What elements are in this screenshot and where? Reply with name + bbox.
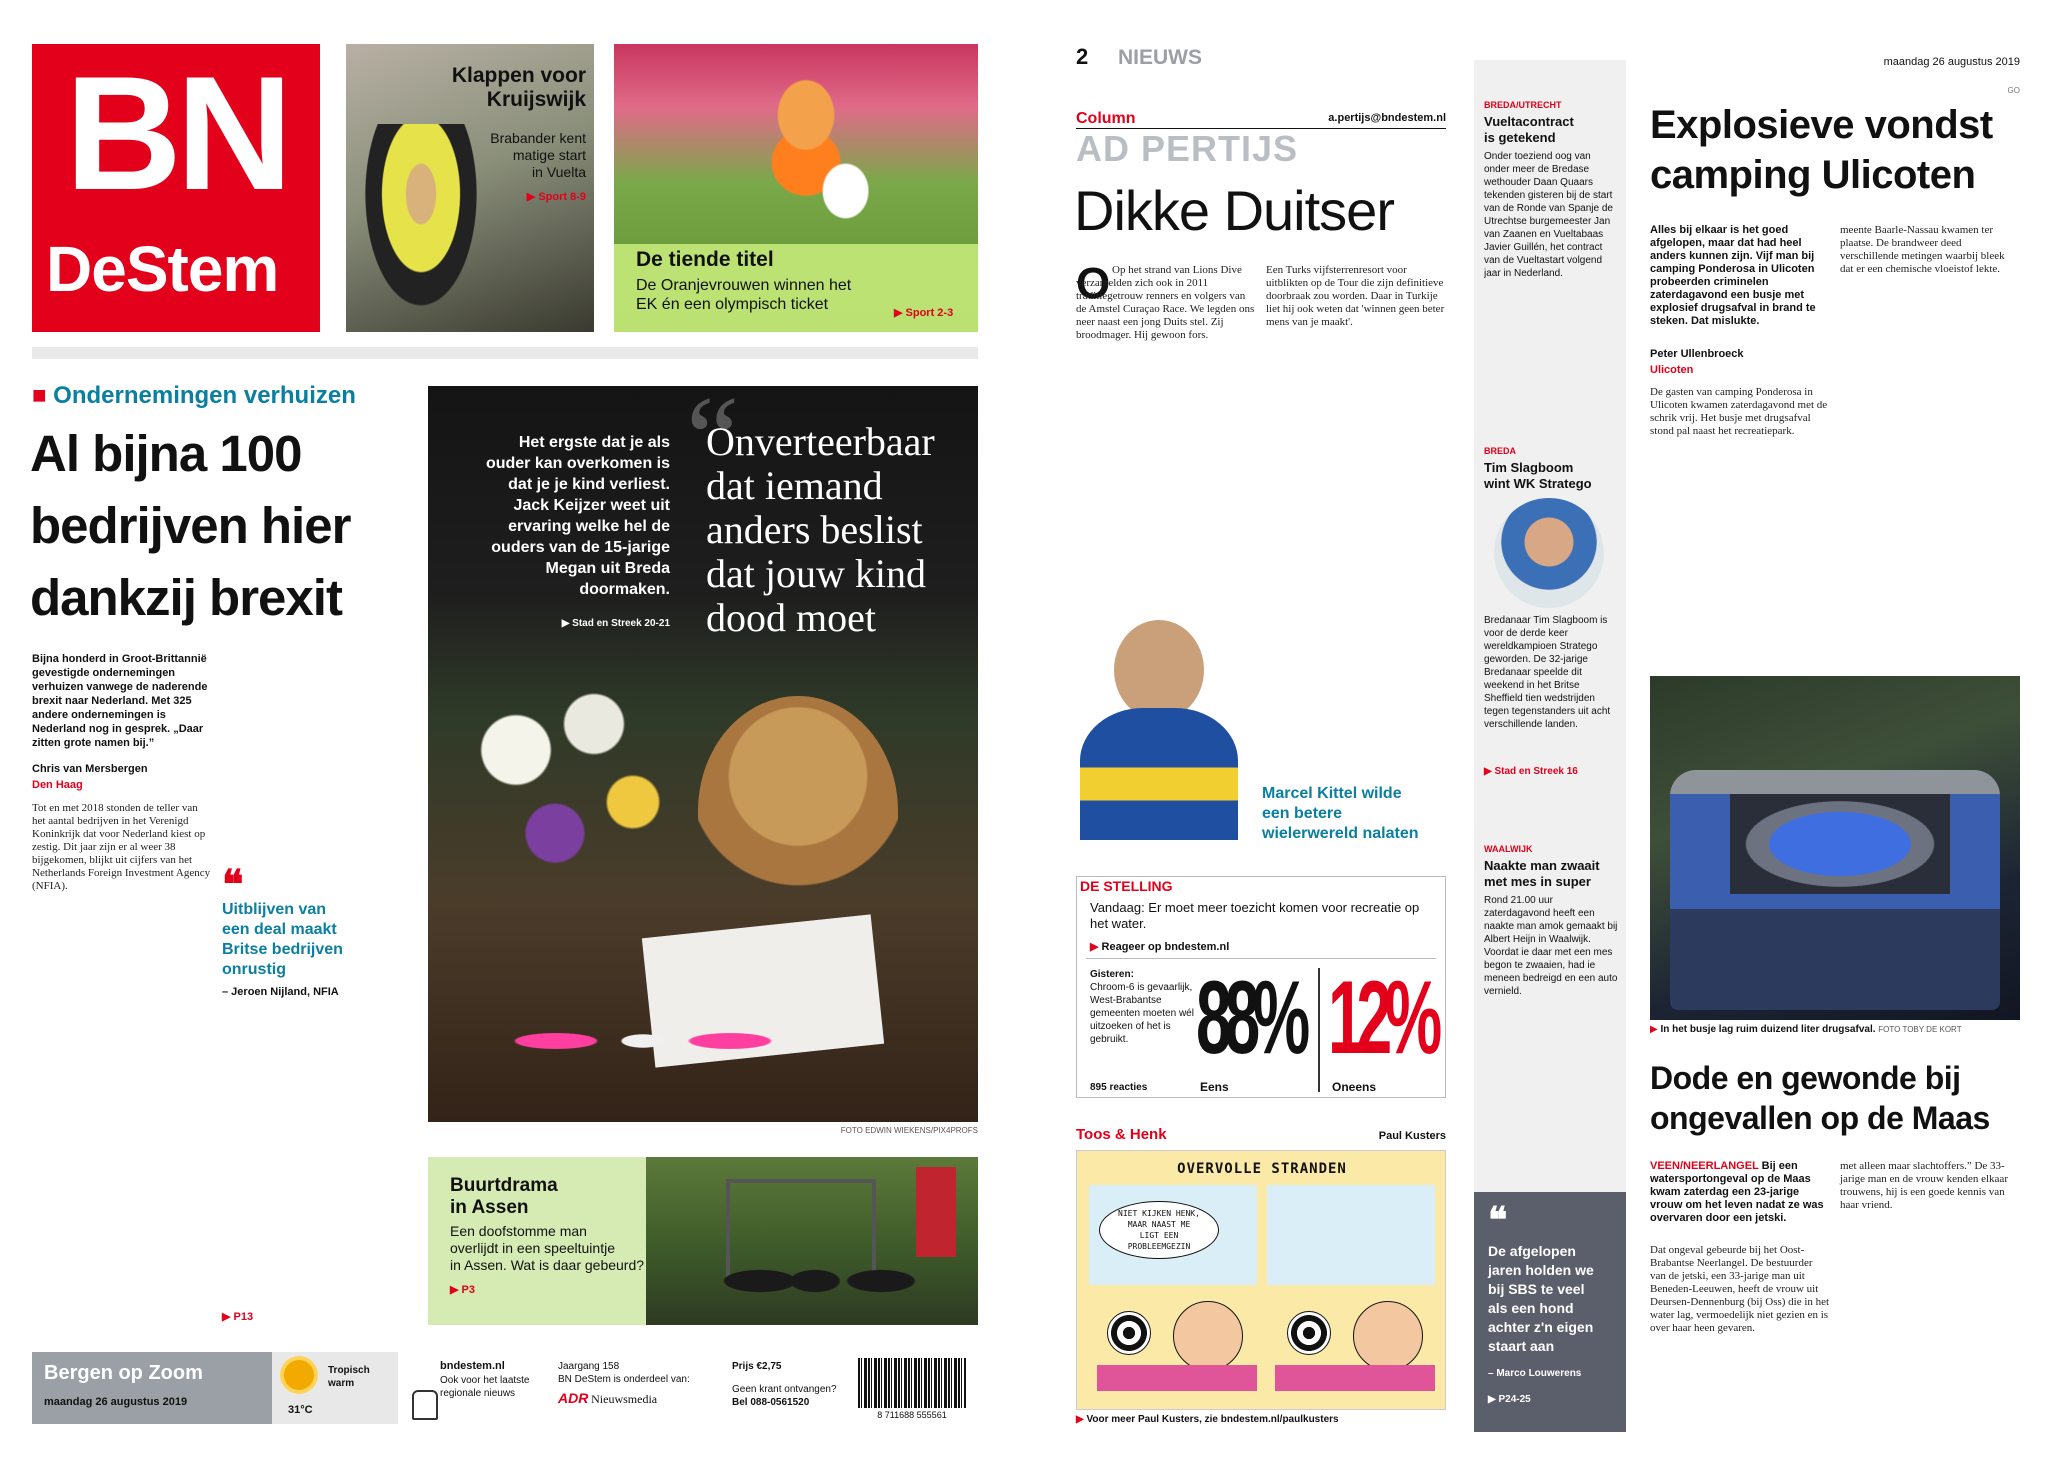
adr-logo: ADR <box>558 1390 589 1406</box>
assen-photo <box>646 1157 978 1325</box>
story1-photo <box>1650 676 2020 1020</box>
cartoon-panel <box>1076 1150 1446 1410</box>
lead-body: Tot en met 2018 stonden de teller van het aantal bedrijven in het Verenigd Koninkrijk dat voor Nederland kiest op zestig. Dit jaar zijn er al weer 38 bijgekomen, blijkt uit cijfers van het Netherlands Foreign Investment Agency (NFIA). <box>32 802 211 892</box>
column-body-1: Op het strand van Lions Dive verzamelden zich ook in 2011 traditiegetrouw renners en volgers van de Amstel Curaçao Race. We legden ons neer naast een jong Duits stel. Zij broodmager. Hij gewoon fors. <box>1076 264 1255 341</box>
stelling-cta[interactable]: ▶ Reageer op bndestem.nl <box>1090 941 1230 953</box>
cartoon-beachball-left <box>1107 1311 1151 1355</box>
feature-credit: FOTO EDWIN WIEKENS/PIX4PROFS <box>840 1126 978 1135</box>
stelling-label: DE STELLING <box>1080 878 1173 894</box>
story1-body: De gasten van camping Ponderosa in Ulicoten kwamen zaterdagavond met de schrik vrij. Het busje met drugsafval stond pal naast het recreatiepark. <box>1650 386 1828 437</box>
lead-kicker: ■ Ondernemingen verhuizen <box>32 382 356 409</box>
cartoon-title: OVERVOLLE STRANDEN <box>1177 1161 1347 1177</box>
hand-icon <box>412 1390 438 1420</box>
quote-icon: ❝ <box>222 863 244 907</box>
column-email[interactable]: a.pertijs@bndestem.nl <box>1328 112 1446 124</box>
sidebar-item1[interactable]: BREDA/UTRECHT Vueltacontract is getekend Onder toeziend oog van onder meer de Bredase wethouder Daan Quaars tekenden gisteren bij de start van de Ronde van Spanje de Utrechtse burgemeester Jan van Zaanen en Vueltabaas Javier Guillén, het contract van de Vueltastart volgend jaar in Nederland. <box>1484 100 1613 279</box>
arrow-icon: ▶ <box>1488 1394 1499 1405</box>
cartoon-sky-right <box>1267 1185 1435 1285</box>
arrow-icon: ▶ <box>1650 1024 1661 1035</box>
arrow-icon: ▶ <box>894 307 906 319</box>
footer-city-box <box>32 1352 272 1424</box>
story2-headline[interactable]: Dode en gewonde bij ongevallen op de Maas <box>1650 1060 1990 1136</box>
barcode <box>858 1358 966 1408</box>
police-figures <box>716 1227 936 1317</box>
column-label: Column <box>1076 110 1136 127</box>
assen-ref[interactable]: ▶ P3 <box>450 1284 475 1296</box>
arrow-icon: ▶ <box>222 1311 234 1323</box>
sidebar-item2[interactable]: BREDA Tim Slagboom wint WK Stratego Bredanaar Tim Slagboom is voor de derde keer wereldkampioen Stratego geworden. De 32-jarige Bredanaar speelde dit weekend in het Britse Sheffield tien wedstrijden tegen tegenstanders uit acht verschillende landen. ▶ Stad en Streek 16 <box>1484 446 1611 777</box>
section-name: NIEUWS <box>1118 46 1202 69</box>
cartoon-bubble: NIET KIJKEN HENK, MAAR NAAST ME LIGT EEN PROBLEEMGEZIN <box>1099 1201 1219 1259</box>
lead-headline[interactable]: Al bijna 100 bedrijven hier dankzij brexit <box>30 425 351 626</box>
story2-body-2: met alleen maar slachtoffers.” De 33-jarige man en de vrouw kenden elkaar trouwens, hij is een goede kennis van haar vriend. <box>1840 1160 2008 1211</box>
promo-ref[interactable]: ▶ Sport 8-9 <box>526 191 586 203</box>
stelling-no-label: Oneens <box>1332 1080 1377 1094</box>
logo-bn: BN <box>65 43 287 224</box>
barcode-number: 8 711688 555561 <box>877 1410 947 1420</box>
arrow-icon: ▶ <box>526 191 539 203</box>
column-dropcap: O <box>1076 259 1111 308</box>
promo-sub: Brabander kent matige start in Vuelta <box>490 130 586 180</box>
feature-intro: Het ergste dat je als ouder kan overkomen is dat je je kind verliest. Jack Keijzer weet uit ervaring welke hel de ouders van de 15-jarige Megan uit Breda doormaken. <box>485 434 670 598</box>
lead-quote: ❝ Uitblijven van een deal maakt Britse bedrijven onrustig – Jeroen Nijland, NFIA <box>222 870 382 998</box>
weather-temp: 31°C <box>288 1404 313 1416</box>
promo-hockey[interactable] <box>614 44 978 332</box>
hockey-players-photo <box>734 58 914 248</box>
plush-dog-photo <box>698 696 898 926</box>
stelling-yes-pct: 88% <box>1196 960 1303 1076</box>
promo-title: Klappen voor Kruijswijk <box>451 64 586 111</box>
promo-assen[interactable] <box>428 1157 978 1325</box>
stelling-no-pct: 12% <box>1328 960 1435 1076</box>
story1-place: Ulicoten <box>1650 364 1694 376</box>
story2-intro: VEEN/NEERLANGEL Bij een watersportongeval op de Maas kwam zaterdag een 23-jarige vrouw om het leven nadat ze was overvaren door een jetski. <box>1650 1160 1824 1224</box>
candle-photo <box>498 996 788 1086</box>
sidebar-quote: ❝ De afgelopen jaren holden we bij SBS te veel als een hond achter z'n eigen staart aan – Marco Louwerens ▶ P24-25 <box>1474 1192 1626 1432</box>
arrow-icon: ▶ <box>1090 941 1102 953</box>
slagboom-portrait <box>1494 498 1604 608</box>
feature-ref[interactable]: ▶ Stad en Streek 20-21 <box>561 618 670 629</box>
arrow-icon: ▶ <box>1076 1414 1087 1425</box>
cartoon-bather-left <box>1173 1301 1243 1371</box>
lead-place: Den Haag <box>32 779 83 791</box>
arrow-icon: ▶ <box>450 1284 462 1296</box>
feature-quote: Onverteerbaar dat iemand anders beslist dat jouw kind dood moet <box>706 419 935 640</box>
stelling-reactions: 895 reacties <box>1090 1082 1148 1093</box>
cartoon-bather-right <box>1353 1301 1423 1371</box>
weather-box <box>272 1352 398 1424</box>
flowers-photo <box>438 646 698 906</box>
cartoon-footer[interactable]: ▶ Voor meer Paul Kusters, zie bndestem.nl/paulkusters <box>1076 1414 1339 1425</box>
stelling-yes-label: Eens <box>1200 1080 1229 1094</box>
masthead-divider <box>32 347 978 359</box>
stelling-question: Vandaag: Er moet meer toezicht komen voor recreatie op het water. <box>1090 900 1420 931</box>
story2-body: Dat ongeval gebeurde bij het Oost-Brabantse Neerlangel. De bestuurder van de jetski, een 33-jarige man uit Beneden-Leeuwen, heeft de vrouw uit Deursen-Dennenburg (bij Oss) die in het water lag, vermoedelijk niet gezien en is over haar heen gevaren. <box>1650 1244 1830 1334</box>
story1-author: Peter Ullenbroeck <box>1650 348 1744 360</box>
story1-headline[interactable]: Explosieve vondst camping Ulicoten <box>1650 103 1993 197</box>
flag <box>916 1167 956 1257</box>
story1-caption: ▶ In het busje lag ruim duizend liter drugsafval. FOTO TOBY DE KORT <box>1650 1024 1962 1035</box>
masthead-logo[interactable] <box>32 44 320 332</box>
column-body-2: Een Turks vijfsterrenresort voor uitblikten op de Tour die zijn definitieve doorbraak zou worden. Daar in Turkije liet hij ook weten dat 'winnen geen beter mens van je maakt'. <box>1266 264 1445 328</box>
feature-quote-mark: “ <box>686 371 740 504</box>
assen-title: Buurtdrama in Assen <box>450 1175 558 1218</box>
assen-sub: Een doofstomme man overlijdt in een speeltuintje in Assen. Wat is daar gebeurd? <box>450 1223 645 1273</box>
cartoon-towel-left <box>1097 1365 1257 1391</box>
logo-destem: DeStem <box>46 233 279 305</box>
arrow-icon: ▶ <box>1484 766 1495 777</box>
footer-price: Prijs €2,75 Geen krant ontvangen? Bel 088-0561520 <box>732 1361 837 1408</box>
column-title: Dikke Duitser <box>1074 179 1394 242</box>
promo-title: De tiende titel <box>636 248 774 271</box>
cartoon-beachball-right <box>1287 1311 1331 1355</box>
page-code: GO <box>2007 86 2020 95</box>
sun-icon <box>284 1360 314 1390</box>
cartoon-artist: Paul Kusters <box>1378 1130 1446 1142</box>
footer-publisher: Jaargang 158 BN DeStem is onderdeel van: ADR Nieuwsmedia <box>558 1361 690 1406</box>
arrow-icon: ▶ <box>561 618 573 629</box>
promo-sub: De Oranjevrouwen winnen het EK én een olympisch ticket <box>636 277 852 313</box>
columnist-caption: Marcel Kittel wilde een betere wielerwereld nalaten <box>1262 785 1419 842</box>
story1-intro: Alles bij elkaar is het goed afgelopen, maar dat had heel anders kunnen zijn. Vijf man bij camping Ponderosa in Ulicoten probeerden criminelen zaterdagavond een busje met explosief drugsafval in brand te steken. Dat mislukte. <box>1650 224 1816 327</box>
promo-ref[interactable]: ▶ Sport 2-3 <box>894 307 954 319</box>
sidebar-item3[interactable]: WAALWIJK Naakte man zwaait met mes in super Rond 21.00 uur zaterdagavond heeft een naakte man amok gemaakt bij Albert Heijn in Waalwijk. Voordat ie daar met een mes begon te zwaaien, had ie meneen bedreigd en een auto vernield. <box>1484 844 1618 997</box>
stelling-yesterday: Gisteren: Chroom-6 is gevaarlijk, West-Brabantse gemeenten moeten wél uitzoeken of het is gebruikt. <box>1090 969 1194 1045</box>
lead-intro: Bijna honderd in Groot-Brittannië gevestigde ondernemingen verhuizen vanwege de naderende brexit naar Nederland. Met 325 andere ondernemingen is Nederland nog in gesprek. „Daar zitten grote namen bij.” <box>32 653 208 749</box>
promo-kruijswijk[interactable] <box>346 44 594 332</box>
weather-text: Tropisch warm <box>328 1365 370 1389</box>
quote-icon: ❝ <box>1488 1199 1508 1240</box>
story1-body-2: meente Baarle-Nassau kwamen ter plaatse. De brandweer deed verschillende metingen waarbij bleek dat er een chemische vloeistof lekte. <box>1840 224 2005 275</box>
van-window <box>1730 794 1950 894</box>
footer-city: Bergen op Zoom <box>44 1362 203 1384</box>
cartoon-towel-right <box>1275 1365 1435 1391</box>
bullet-icon: ■ <box>32 382 47 409</box>
column-author: AD PERTIJS <box>1076 128 1299 169</box>
lead-body-column <box>32 856 212 886</box>
footer-date: maandag 26 augustus 2019 <box>44 1396 188 1408</box>
page-date: maandag 26 augustus 2019 <box>1883 56 2020 68</box>
lead-author: Chris van Mersbergen <box>32 763 148 775</box>
stelling-divider <box>1318 968 1320 1092</box>
columnist-photo <box>1080 620 1238 840</box>
cartoon-label: Toos & Henk <box>1076 1126 1167 1143</box>
lead-ref[interactable]: ▶ P13 <box>222 1311 254 1323</box>
page-number: 2 <box>1076 44 1089 69</box>
